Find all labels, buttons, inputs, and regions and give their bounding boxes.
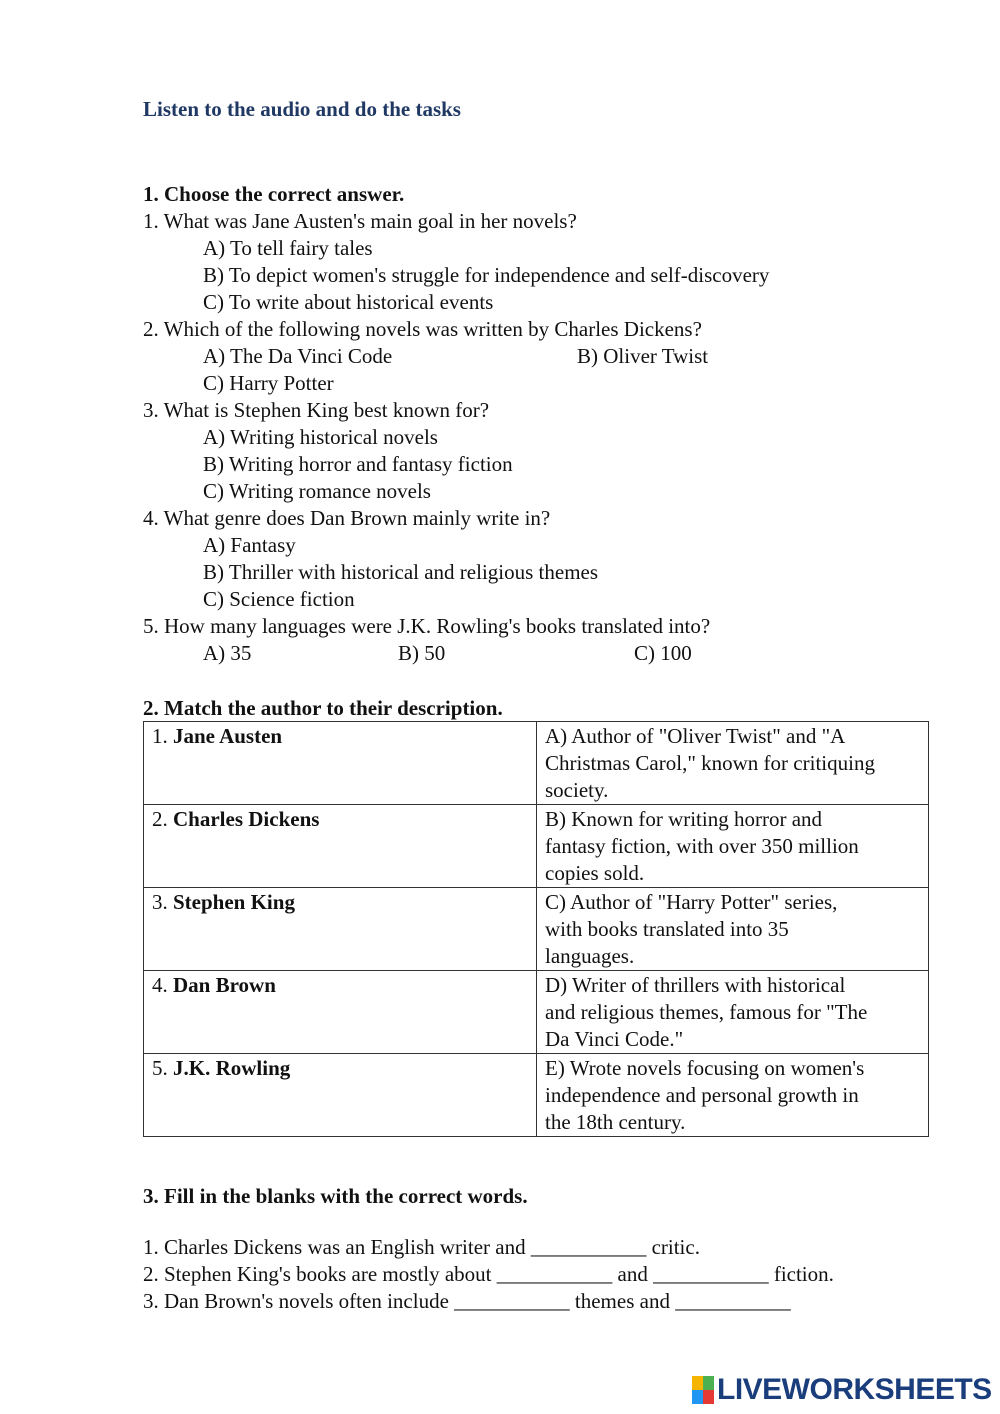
description-cell bbox=[537, 1054, 929, 1137]
description-line: C) Author of "Harry Potter" series, bbox=[545, 890, 838, 914]
q4-option-c: C) Science fiction bbox=[203, 587, 355, 611]
fill-blank-3: 3. Dan Brown's novels often include ___________ themes and ___________ bbox=[143, 1289, 791, 1313]
author-name: Jane Austen bbox=[173, 724, 283, 748]
page-title: Listen to the audio and do the tasks bbox=[143, 97, 461, 121]
q2-option-a: A) The Da Vinci Code bbox=[203, 344, 393, 368]
description-line: Da Vinci Code." bbox=[545, 1027, 684, 1051]
q5-option-c: C) 100 bbox=[634, 641, 692, 665]
description-line: with books translated into 35 bbox=[545, 917, 789, 941]
fill-blank-1: 1. Charles Dickens was an English writer and ___________ critic. bbox=[143, 1235, 700, 1259]
logo-square-green bbox=[703, 1376, 714, 1390]
author-number: 4. bbox=[152, 973, 173, 997]
q4-option-b: B) Thriller with historical and religious themes bbox=[203, 560, 599, 584]
q1-option-a: A) To tell fairy tales bbox=[203, 236, 373, 260]
question-1: 1. What was Jane Austen's main goal in her novels? bbox=[143, 209, 577, 233]
description-line: D) Writer of thrillers with historical bbox=[545, 973, 846, 997]
description-line: fantasy fiction, with over 350 million bbox=[545, 834, 859, 858]
table-row bbox=[144, 805, 929, 888]
liveworksheets-logo[interactable] bbox=[692, 1374, 992, 1406]
q1-option-c: C) To write about historical events bbox=[203, 290, 494, 314]
table-row bbox=[144, 1054, 929, 1137]
author-cell bbox=[144, 971, 537, 1054]
description-line: society. bbox=[545, 778, 609, 802]
author-cell bbox=[144, 805, 537, 888]
q3-option-a: A) Writing historical novels bbox=[203, 425, 438, 449]
liveworksheets-logo-icon bbox=[692, 1376, 714, 1404]
description-cell bbox=[537, 971, 929, 1054]
logo-text: LIVEWORKSHEETS bbox=[717, 1373, 992, 1406]
table-row bbox=[144, 888, 929, 971]
author-number: 2. bbox=[152, 807, 173, 831]
q3-option-c: C) Writing romance novels bbox=[203, 479, 431, 503]
author-name: Stephen King bbox=[173, 890, 295, 914]
author-name: Dan Brown bbox=[173, 973, 276, 997]
question-4: 4. What genre does Dan Brown mainly write in? bbox=[143, 506, 551, 530]
section2-heading: 2. Match the author to their description. bbox=[143, 696, 503, 720]
description-line: E) Wrote novels focusing on women's bbox=[545, 1056, 865, 1080]
description-line: the 18th century. bbox=[545, 1110, 686, 1134]
author-number: 5. bbox=[152, 1056, 173, 1080]
question-5: 5. How many languages were J.K. Rowling's books translated into? bbox=[143, 614, 711, 638]
logo-square-red bbox=[703, 1390, 714, 1404]
author-name: Charles Dickens bbox=[173, 807, 320, 831]
description-line: and religious themes, famous for "The bbox=[545, 1000, 868, 1024]
description-line: A) Author of "Oliver Twist" and "A bbox=[545, 724, 846, 748]
fill-blank-2: 2. Stephen King's books are mostly about ___________ and ___________ fiction. bbox=[143, 1262, 834, 1286]
description-cell bbox=[537, 722, 929, 805]
description-line: copies sold. bbox=[545, 861, 645, 885]
logo-square-yellow bbox=[692, 1376, 703, 1390]
table-row bbox=[144, 971, 929, 1054]
q3-option-b: B) Writing horror and fantasy fiction bbox=[203, 452, 513, 476]
q2-option-b: B) Oliver Twist bbox=[577, 344, 709, 368]
logo-square-blue bbox=[692, 1390, 703, 1404]
description-line: Christmas Carol," known for critiquing bbox=[545, 751, 875, 775]
author-number: 3. bbox=[152, 890, 173, 914]
description-cell bbox=[537, 805, 929, 888]
section1-heading: 1. Choose the correct answer. bbox=[143, 182, 405, 206]
author-cell bbox=[144, 888, 537, 971]
question-2: 2. Which of the following novels was written by Charles Dickens? bbox=[143, 317, 702, 341]
description-cell bbox=[537, 888, 929, 971]
description-line: B) Known for writing horror and bbox=[545, 807, 823, 831]
author-number: 1. bbox=[152, 724, 173, 748]
q2-option-c: C) Harry Potter bbox=[203, 371, 334, 395]
q4-option-a: A) Fantasy bbox=[203, 533, 296, 557]
author-name: J.K. Rowling bbox=[173, 1056, 291, 1080]
q5-option-a: A) 35 bbox=[203, 641, 252, 665]
description-line: independence and personal growth in bbox=[545, 1083, 859, 1107]
q1-option-b: B) To depict women's struggle for independence and self-discovery bbox=[203, 263, 770, 287]
description-line: languages. bbox=[545, 944, 635, 968]
author-cell bbox=[144, 722, 537, 805]
question-3: 3. What is Stephen King best known for? bbox=[143, 398, 490, 422]
table-row bbox=[144, 722, 929, 805]
author-cell bbox=[144, 1054, 537, 1137]
matching-table bbox=[143, 721, 929, 1137]
section3-heading: 3. Fill in the blanks with the correct words. bbox=[143, 1184, 528, 1208]
q5-option-b: B) 50 bbox=[398, 641, 446, 665]
